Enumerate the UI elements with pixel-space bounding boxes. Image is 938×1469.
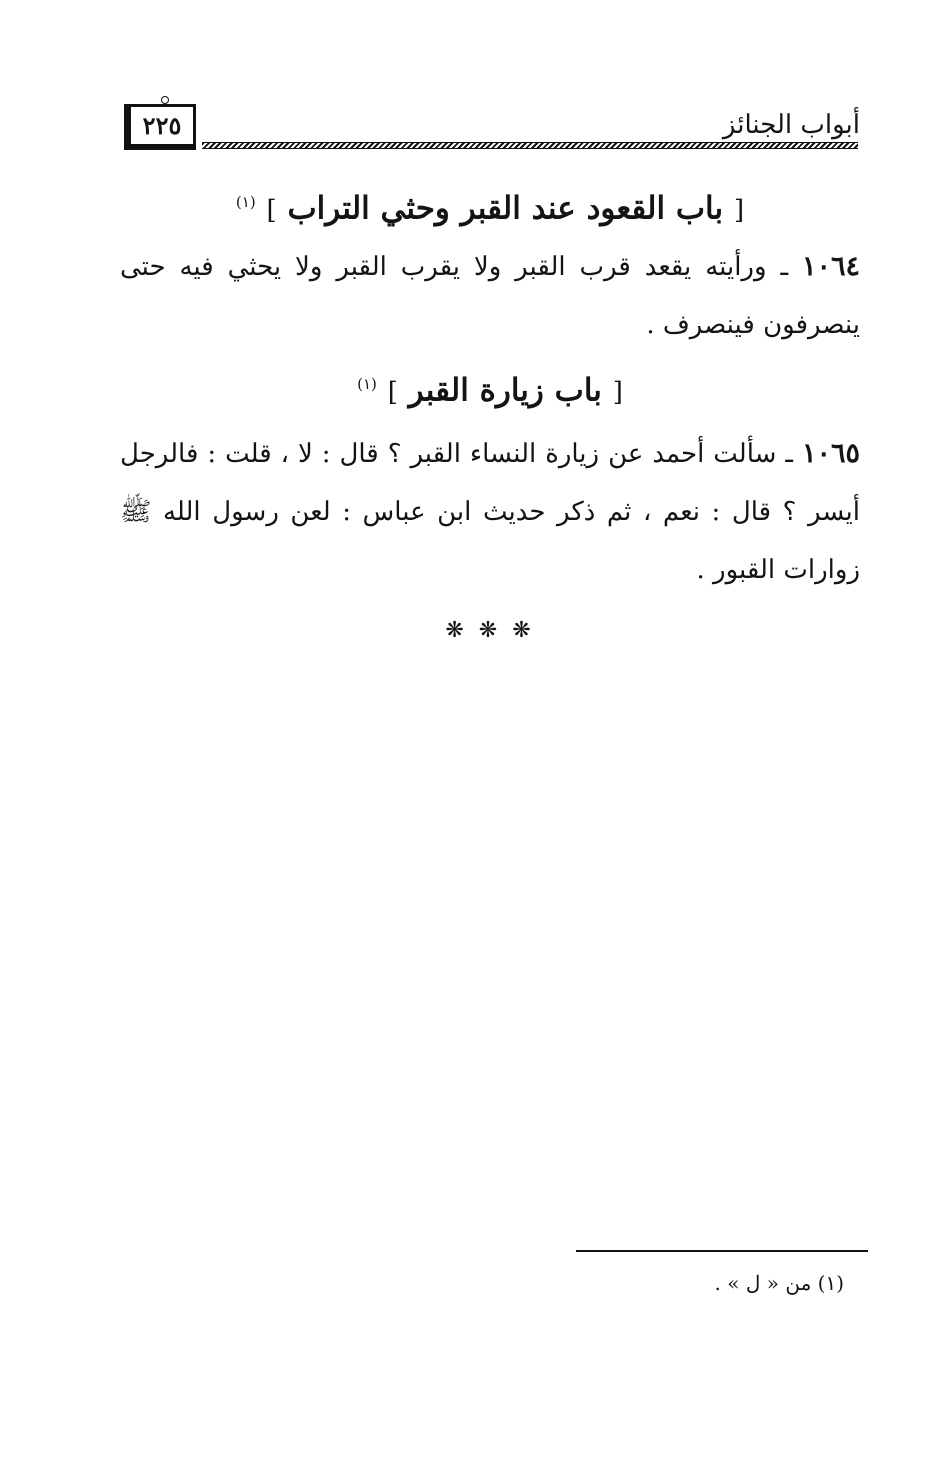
footnote-rule (576, 1250, 868, 1252)
heading-bracket-close: ] (266, 195, 277, 226)
hadith-paragraph (120, 238, 860, 354)
paragraph-text: ـ ورأيته يقعد قرب القبر ولا يقرب القبر ولا يحثي فيه حتى ينصرفون فينصرف . (120, 252, 860, 340)
heading-text: باب القعود عند القبر وحثي التراب (287, 190, 724, 227)
footnote: (١) من « ل » . (714, 1271, 844, 1295)
running-title: أبواب الجنائز (722, 110, 860, 140)
heading-text: باب زيارة القبر (408, 372, 602, 409)
header-rule (202, 142, 858, 149)
heading-bracket-open: [ (733, 195, 745, 226)
heading-bracket-open: [ (612, 377, 623, 408)
section-separator: ❋ ❋ ❋ (445, 618, 535, 643)
footnote-reference[interactable]: (١) (357, 375, 377, 393)
chapter-heading (120, 180, 860, 232)
entry-number: ١٠٦٥ (801, 438, 860, 469)
heading-bracket-close: ] (387, 377, 398, 408)
paragraph-text: ـ سألت أحمد عن زيارة النساء القبر ؟ قال : لا ، قلت : فالرجل أيسر ؟ قال : نعم ، ثم ذكر حديث ابن عباس : لعن رسول الله ﷺ زوارات القبور . (120, 439, 861, 585)
page-number: ٢٢٥ (142, 110, 182, 140)
chapter-heading (120, 362, 860, 414)
hadith-paragraph (120, 425, 860, 599)
entry-number: ١٠٦٤ (801, 251, 860, 282)
page-number-box (124, 104, 196, 150)
page-number-ornament (161, 96, 169, 104)
footnote-reference[interactable]: (١) (235, 193, 256, 211)
